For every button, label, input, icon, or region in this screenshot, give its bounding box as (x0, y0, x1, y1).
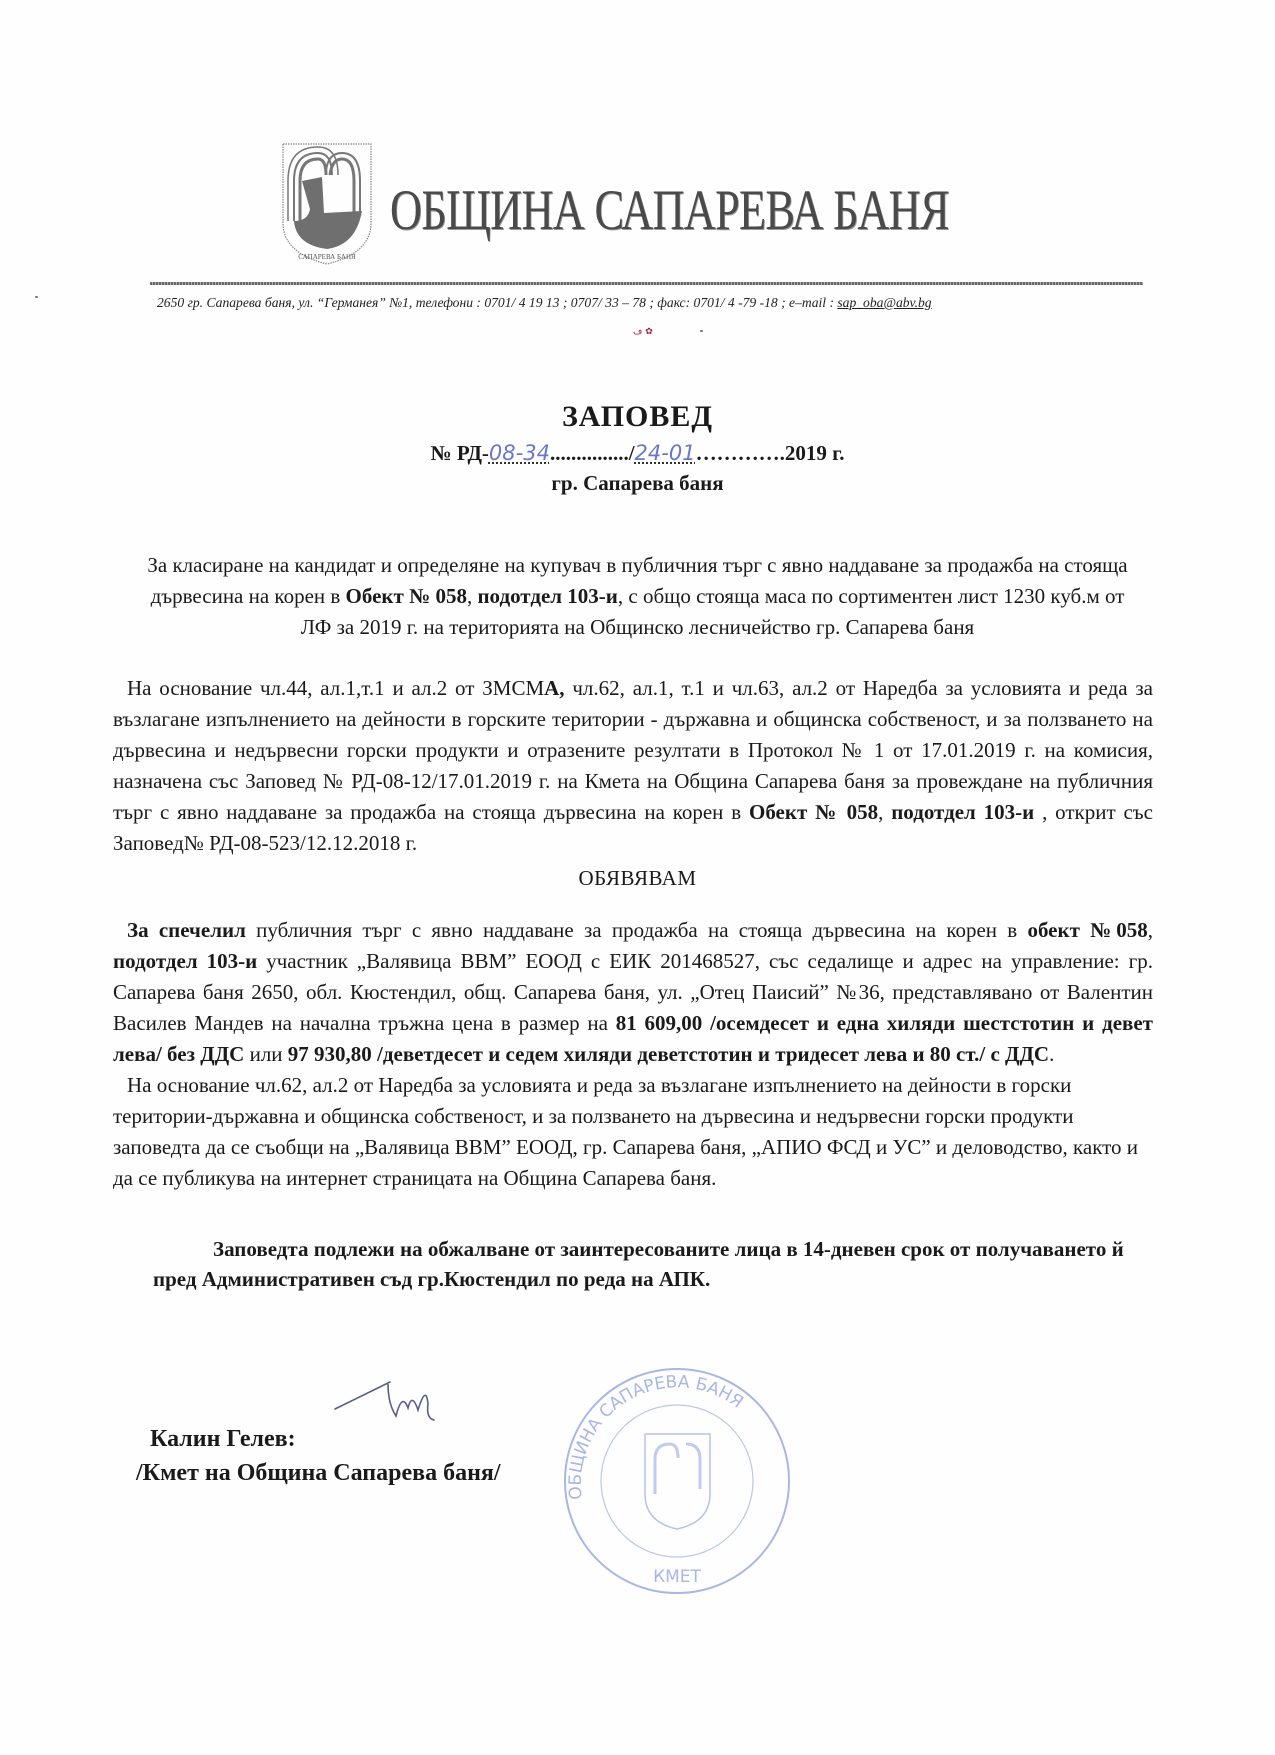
contact-address: 2650 гр. Сапарева баня, ул. “Германея” №1, телефони : 0701/ 4 19 13 ; 0707/ 33 – 78 ; факс: 0701/ 4 -79 -18 ; e–mail : (157, 295, 838, 310)
number-dots-2: …………. (695, 441, 785, 465)
subject-text: , (466, 584, 478, 608)
document-place: гр. Сапарева баня (551, 471, 724, 495)
winner-text: участник „Валявица ВВМ” ЕООД с ЕИК 201468527, със седалище и адрес на управление: гр. Сапарева баня 2650, обл. Кюстендил, общ. Сапарева баня, ул. „Отец Паисий” №36, представлявано от Валентин Василев Мандев на начална тръжна цена в размер на (113, 949, 1153, 1035)
winner-object: обект №058 (1027, 918, 1148, 942)
basis-text: На основание чл.44, ал.1,т.1 и ал.2 от ЗМСМ (127, 676, 545, 700)
organization-name: ОБЩИНА САПАРЕВА БАНЯ (390, 179, 949, 242)
handwritten-date: 24-01 (634, 441, 696, 465)
declare-heading: ОБЯВЯВАМ (578, 866, 697, 890)
basis-text-bold: А, (544, 676, 565, 700)
handwritten-number: 08-34 (488, 441, 550, 465)
handwritten-signature (330, 1374, 460, 1424)
subject-subsection: подотдел 103-и (477, 584, 618, 608)
winner-lead: За спечелил (127, 918, 246, 942)
appeal-notice (153, 1234, 1153, 1294)
official-stamp (560, 1364, 795, 1599)
document-number (0, 438, 1275, 468)
signature-block (0, 1364, 1275, 1624)
winner-text: . (1049, 1042, 1055, 1066)
logo-caption: САПАРЕВА БАНЯ (298, 253, 356, 261)
contact-email-link[interactable]: sap_oba@abv.bg (837, 295, 932, 310)
basis-text: , открит със Заповед№ РД-08-523/12.12.2018 г. (113, 800, 1153, 855)
winner-text: публичния търг с явно наддаване за продажба на стояща дървесина на корен в (245, 918, 1028, 942)
subject-text: , с общо стояща маса по сортиментен лист 1230 куб.м от ЛФ за 2019 г. на територията на Общинско лесничейство гр. Сапарева баня (300, 584, 1125, 639)
appeal-text: Заповедта подлежи на обжалване от заинтересованите лица в 14-дневен срок от получаването й пред Административен съд гр.Кюстендил по реда на АПК. (153, 1237, 1124, 1291)
stamp-top-text: ОБЩИНА САПАРЕВА БАНЯ (565, 1372, 747, 1501)
red-ink-mark: ڡ ✿ (633, 327, 653, 337)
number-slash: / (628, 441, 635, 465)
number-prefix: № РД- (430, 441, 489, 465)
basis-object: Обект № 058 (748, 800, 879, 824)
price-without-vat: 81 609,00 /осемдесет и една хиляди шестстотин и девет лева/ без ДДС (113, 1011, 1153, 1066)
winner-text: или (244, 1042, 288, 1066)
winner-subsection: подотдел 103-и (113, 949, 258, 973)
document-body (0, 345, 1275, 1624)
notification-text: На основание чл.62, ал.2 от Наредба за условията и реда за възлагане изпълнението на дейности в горски територии-държавна и общинска собственост, и за ползването на дървесина и недървесни горски продукти заповедта да се съобщи на „Валявица ВВМ” ЕООД, гр. Сапарева баня, „АПИО ФСД и УС” и деловодство, както и да се публикува на интернет страницата на Община Сапарева баня. (113, 1073, 1139, 1190)
basis-subsection: подотдел 103-и (891, 800, 1035, 824)
stamp-bottom-text: КМЕТ (653, 1567, 701, 1587)
scan-speck (35, 296, 38, 298)
subject-paragraph (138, 550, 1138, 643)
number-dots-1: ............... (549, 441, 629, 465)
basis-text: , (878, 800, 892, 824)
winner-paragraph (113, 915, 1153, 1070)
scan-speck (700, 330, 703, 332)
subject-text: За класиране на кандидат и определяне на купувач в публичния търг с явно наддаване за продажба на стояща дървесина на корен в (147, 553, 1128, 608)
notification-paragraph (113, 1070, 1153, 1194)
contact-line (157, 294, 1147, 312)
signatory-name: Калин Гелев: (150, 1426, 296, 1452)
subject-object: Обект № 058 (345, 584, 467, 608)
municipality-coat-of-arms-logo (280, 141, 374, 267)
signatory-role: /Кмет на Община Сапарева баня/ (136, 1460, 501, 1486)
document-title: ЗАПОВЕД (561, 400, 714, 433)
number-suffix: 2019 г. (784, 441, 845, 465)
price-with-vat: 97 930,80 /деветдесет и седем хиляди деветстотин и тридесет лева и 80 ст./ с ДДС (287, 1042, 1050, 1066)
basis-text: чл.62, ал.1, т.1 и чл.63, ал.2 от Наредба за условията и реда за възлагане изпълнението на дейности в горските територии - държавна и общинска собственост, и за ползването на дървесина и недървесни горски продукти и отразените резултати в Протокол № 1 от 17.01.2019 г. на комисия, назначена със Заповед № РД-08-12/17.01.2019 г. на Кмета на Община Сапарева баня за провеждане на публичния търг с явно наддаване за продажба на стояща дървесина на корен в (113, 676, 1153, 824)
legal-basis-paragraph (113, 673, 1153, 859)
header-rule (150, 282, 1143, 285)
winner-text: , (1147, 918, 1153, 942)
letterhead (0, 0, 1275, 345)
